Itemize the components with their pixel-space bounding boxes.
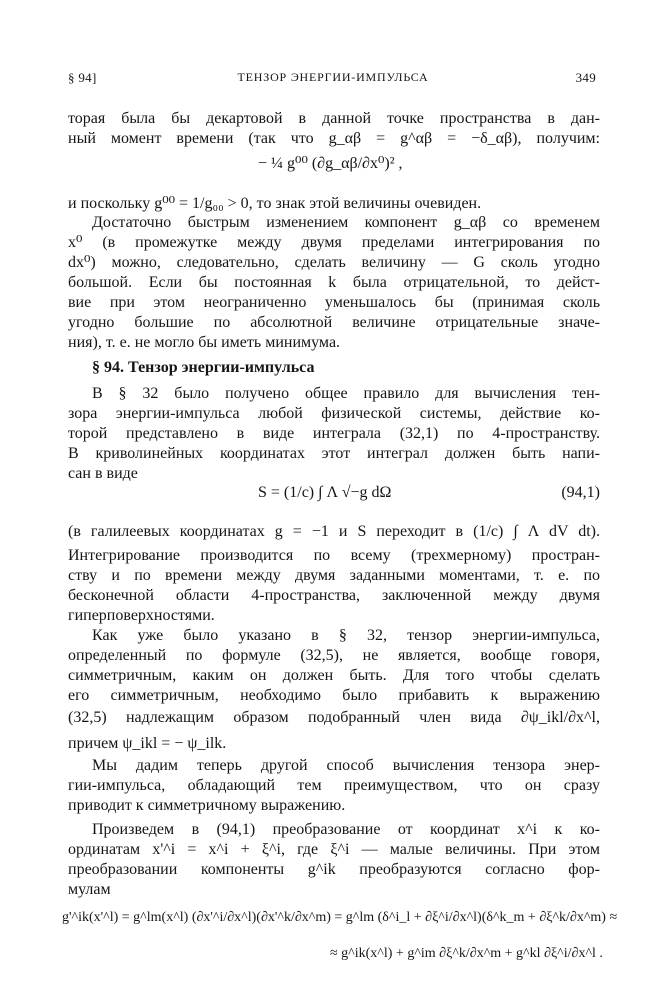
page-number: 349: [575, 70, 596, 85]
text-line: Мы дадим теперь другой способ вычисления тензора энер-: [92, 757, 600, 774]
equation-number: (94,1): [561, 484, 600, 501]
equation-transform-line1: g'^ik(x'^l) = g^lm(x^l) (∂x'^i/∂x^l)(∂x'^k/∂x^m) = g^lm (δ^i_l + ∂ξ^i/∂x^l)(δ^k_m + ∂ξ^k/∂x^m) ≈: [62, 910, 618, 925]
header-title: ТЕНЗОР ЭНЕРГИИ-ИМПУЛЬСА: [237, 70, 429, 84]
text-line: большой. Если бы постоянная k была отрицательной, то дейст-: [68, 274, 600, 291]
text-line: его симметричным, необходимо было прибавить к выражению: [68, 687, 600, 704]
text-line: бесконечной области 4-пространства, заключенной между двумя: [68, 587, 600, 604]
text-line: Достаточно быстрым изменением компонент g_αβ со временем: [92, 214, 600, 231]
section-heading: § 94. Тензор энергии-импульса: [92, 359, 315, 376]
text-line: Интегрирование производится по всему (трехмерному) простран-: [68, 547, 600, 564]
text-line: (32,5) надлежащим образом подобранный член вида ∂ψ_ikl/∂x^l,: [68, 709, 600, 726]
equation-transform-line2: ≈ g^ik(x^l) + g^im ∂ξ^k/∂x^m + g^kl ∂ξ^i/∂x^l .: [330, 946, 603, 961]
header-section-ref: § 94]: [68, 70, 97, 85]
text-line: Произведем в (94,1) преобразование от координат x^i к ко-: [92, 821, 600, 838]
text-line: торой представлено в виде интеграла (32,1) по 4-пространству.: [68, 425, 600, 442]
equation-action: S = (1/c) ∫ Λ √−g dΩ: [258, 484, 392, 501]
text-line: мулам: [68, 881, 111, 898]
text-line: ординатам x'^i = x^i + ξ^i, где ξ^i — малые величины. При этом: [68, 841, 600, 858]
equation-variation: − ¼ g⁰⁰ (∂g_αβ/∂x⁰)² ,: [258, 155, 403, 172]
text-line: dx⁰) можно, следовательно, сделать величину — G сколь угодно: [68, 254, 600, 271]
text-line: зора энергии-импульса любой физической системы, действие ко-: [68, 405, 600, 422]
text-line: причем ψ_ikl = − ψ_ilk.: [68, 735, 227, 752]
text-line: симметричным, каким он должен быть. Для того чтобы сделать: [68, 667, 600, 684]
text-line: приводит к симметричному выражению.: [68, 797, 346, 814]
text-line: В криволинейных координатах этот интеграл должен быть напи-: [68, 445, 600, 462]
text-line: и поскольку g⁰⁰ = 1/g₀₀ > 0, то знак этой величины очевиден.: [68, 195, 482, 212]
text-line: В § 32 было получено общее правило для вычисления тен-: [92, 385, 600, 402]
text-line: определенный по формуле (32,5), не является, вообще говоря,: [68, 647, 600, 664]
text-line: ния), т. е. не могло бы иметь минимума.: [68, 334, 341, 351]
text-line: торая была бы декартовой в данной точке пространства в дан-: [68, 110, 600, 127]
text-line: ный момент времени (так что g_αβ = g^αβ = −δ_αβ), получим:: [68, 130, 600, 147]
text-line: вие при этом неограниченно уменьшалось бы (принимая сколь: [68, 294, 600, 311]
text-line: угодно большие по абсолютной величине отрицательные значе-: [68, 314, 600, 331]
text-line: (в галилеевых координатах g = −1 и S переходит в (1/c) ∫ Λ dV dt).: [68, 523, 600, 540]
text-line: Как уже было указано в § 32, тензор энергии-импульса,: [92, 627, 600, 644]
text-line: сан в виде: [68, 465, 138, 482]
text-line: ству и по времени между двумя заданными моментами, т. е. по: [68, 567, 600, 584]
text-line: преобразовании компоненты g^ik преобразуются согласно фор-: [68, 861, 600, 878]
text-line: x⁰ (в промежутке между двумя пределами интегрирования по: [68, 234, 600, 251]
text-line: гиперповерхностями.: [68, 607, 215, 624]
text-line: гии-импульса, обладающий тем преимуществом, что он сразу: [68, 777, 600, 794]
